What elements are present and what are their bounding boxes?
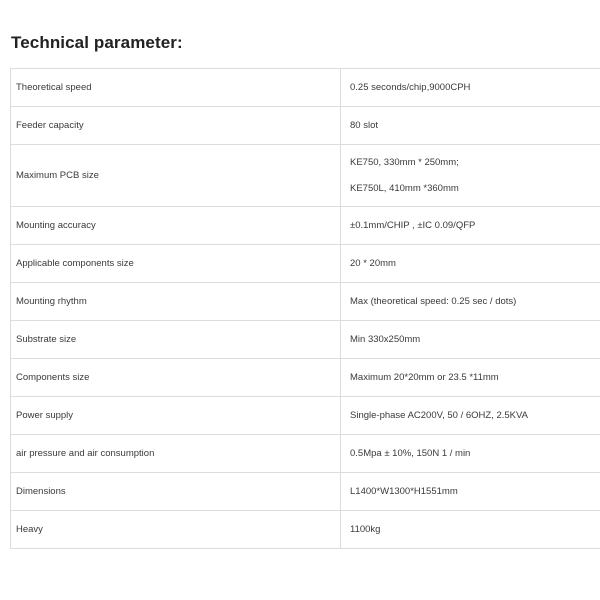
param-value-cell: [341, 511, 600, 549]
table-row: [11, 207, 600, 245]
param-value: KE750L, 410mm *360mm: [350, 182, 459, 194]
table-row: [11, 145, 600, 207]
param-value-cell: [341, 107, 600, 145]
table-row: [11, 69, 600, 107]
param-value: Single-phase AC200V, 50 / 6OHZ, 2.5KVA: [350, 409, 528, 421]
table-row: [11, 473, 600, 511]
param-value-cell: [341, 435, 600, 473]
param-value: L1400*W1300*H1551mm: [350, 485, 458, 497]
table-row: [11, 511, 600, 549]
table-row: [11, 359, 600, 397]
param-value: 0.5Mpa ± 10%, 150N 1 / min: [350, 447, 471, 459]
param-name-cell: Theoretical speed: [11, 69, 341, 107]
param-value-cell: [341, 145, 600, 207]
param-name-cell: Components size: [11, 359, 341, 397]
param-name-cell: Substrate size: [11, 321, 341, 359]
param-name-cell: Dimensions: [11, 473, 341, 511]
param-name-cell: Heavy: [11, 511, 341, 549]
param-name-cell: Applicable components size: [11, 245, 341, 283]
table-row: [11, 321, 600, 359]
param-value: Min 330x250mm: [350, 333, 421, 345]
param-name-cell: Mounting rhythm: [11, 283, 341, 321]
param-name-cell: air pressure and air consumption: [11, 435, 341, 473]
table-row: [11, 245, 600, 283]
param-name-cell: Power supply: [11, 397, 341, 435]
param-value: KE750, 330mm * 250mm;: [350, 156, 459, 168]
param-name-cell: Maximum PCB size: [11, 145, 341, 207]
table-row: [11, 435, 600, 473]
param-name-cell: Feeder capacity: [11, 107, 341, 145]
section-heading: Technical parameter:: [11, 33, 183, 52]
param-name-cell: Mounting accuracy: [11, 207, 341, 245]
technical-parameter-table: [10, 68, 600, 549]
param-value-cell: [341, 283, 600, 321]
param-value-cell: [341, 321, 600, 359]
param-value: Maximum 20*20mm or 23.5 *11mm: [350, 371, 499, 383]
param-value: 80 slot: [350, 119, 378, 131]
param-value: 1100kg: [350, 523, 381, 535]
param-value-cell: [341, 473, 600, 511]
param-value-cell: [341, 207, 600, 245]
table-row: [11, 283, 600, 321]
param-value-cell: [341, 397, 600, 435]
param-value: 20 * 20mm: [350, 257, 396, 269]
param-value: ±0.1mm/CHIP , ±IC 0.09/QFP: [350, 219, 476, 231]
table-row: [11, 107, 600, 145]
param-value-cell: [341, 69, 600, 107]
param-value: Max (theoretical speed: 0.25 sec / dots): [350, 295, 517, 307]
table-row: [11, 397, 600, 435]
param-value-cell: [341, 359, 600, 397]
param-value-cell: [341, 245, 600, 283]
param-value: 0.25 seconds/chip,9000CPH: [350, 81, 471, 93]
